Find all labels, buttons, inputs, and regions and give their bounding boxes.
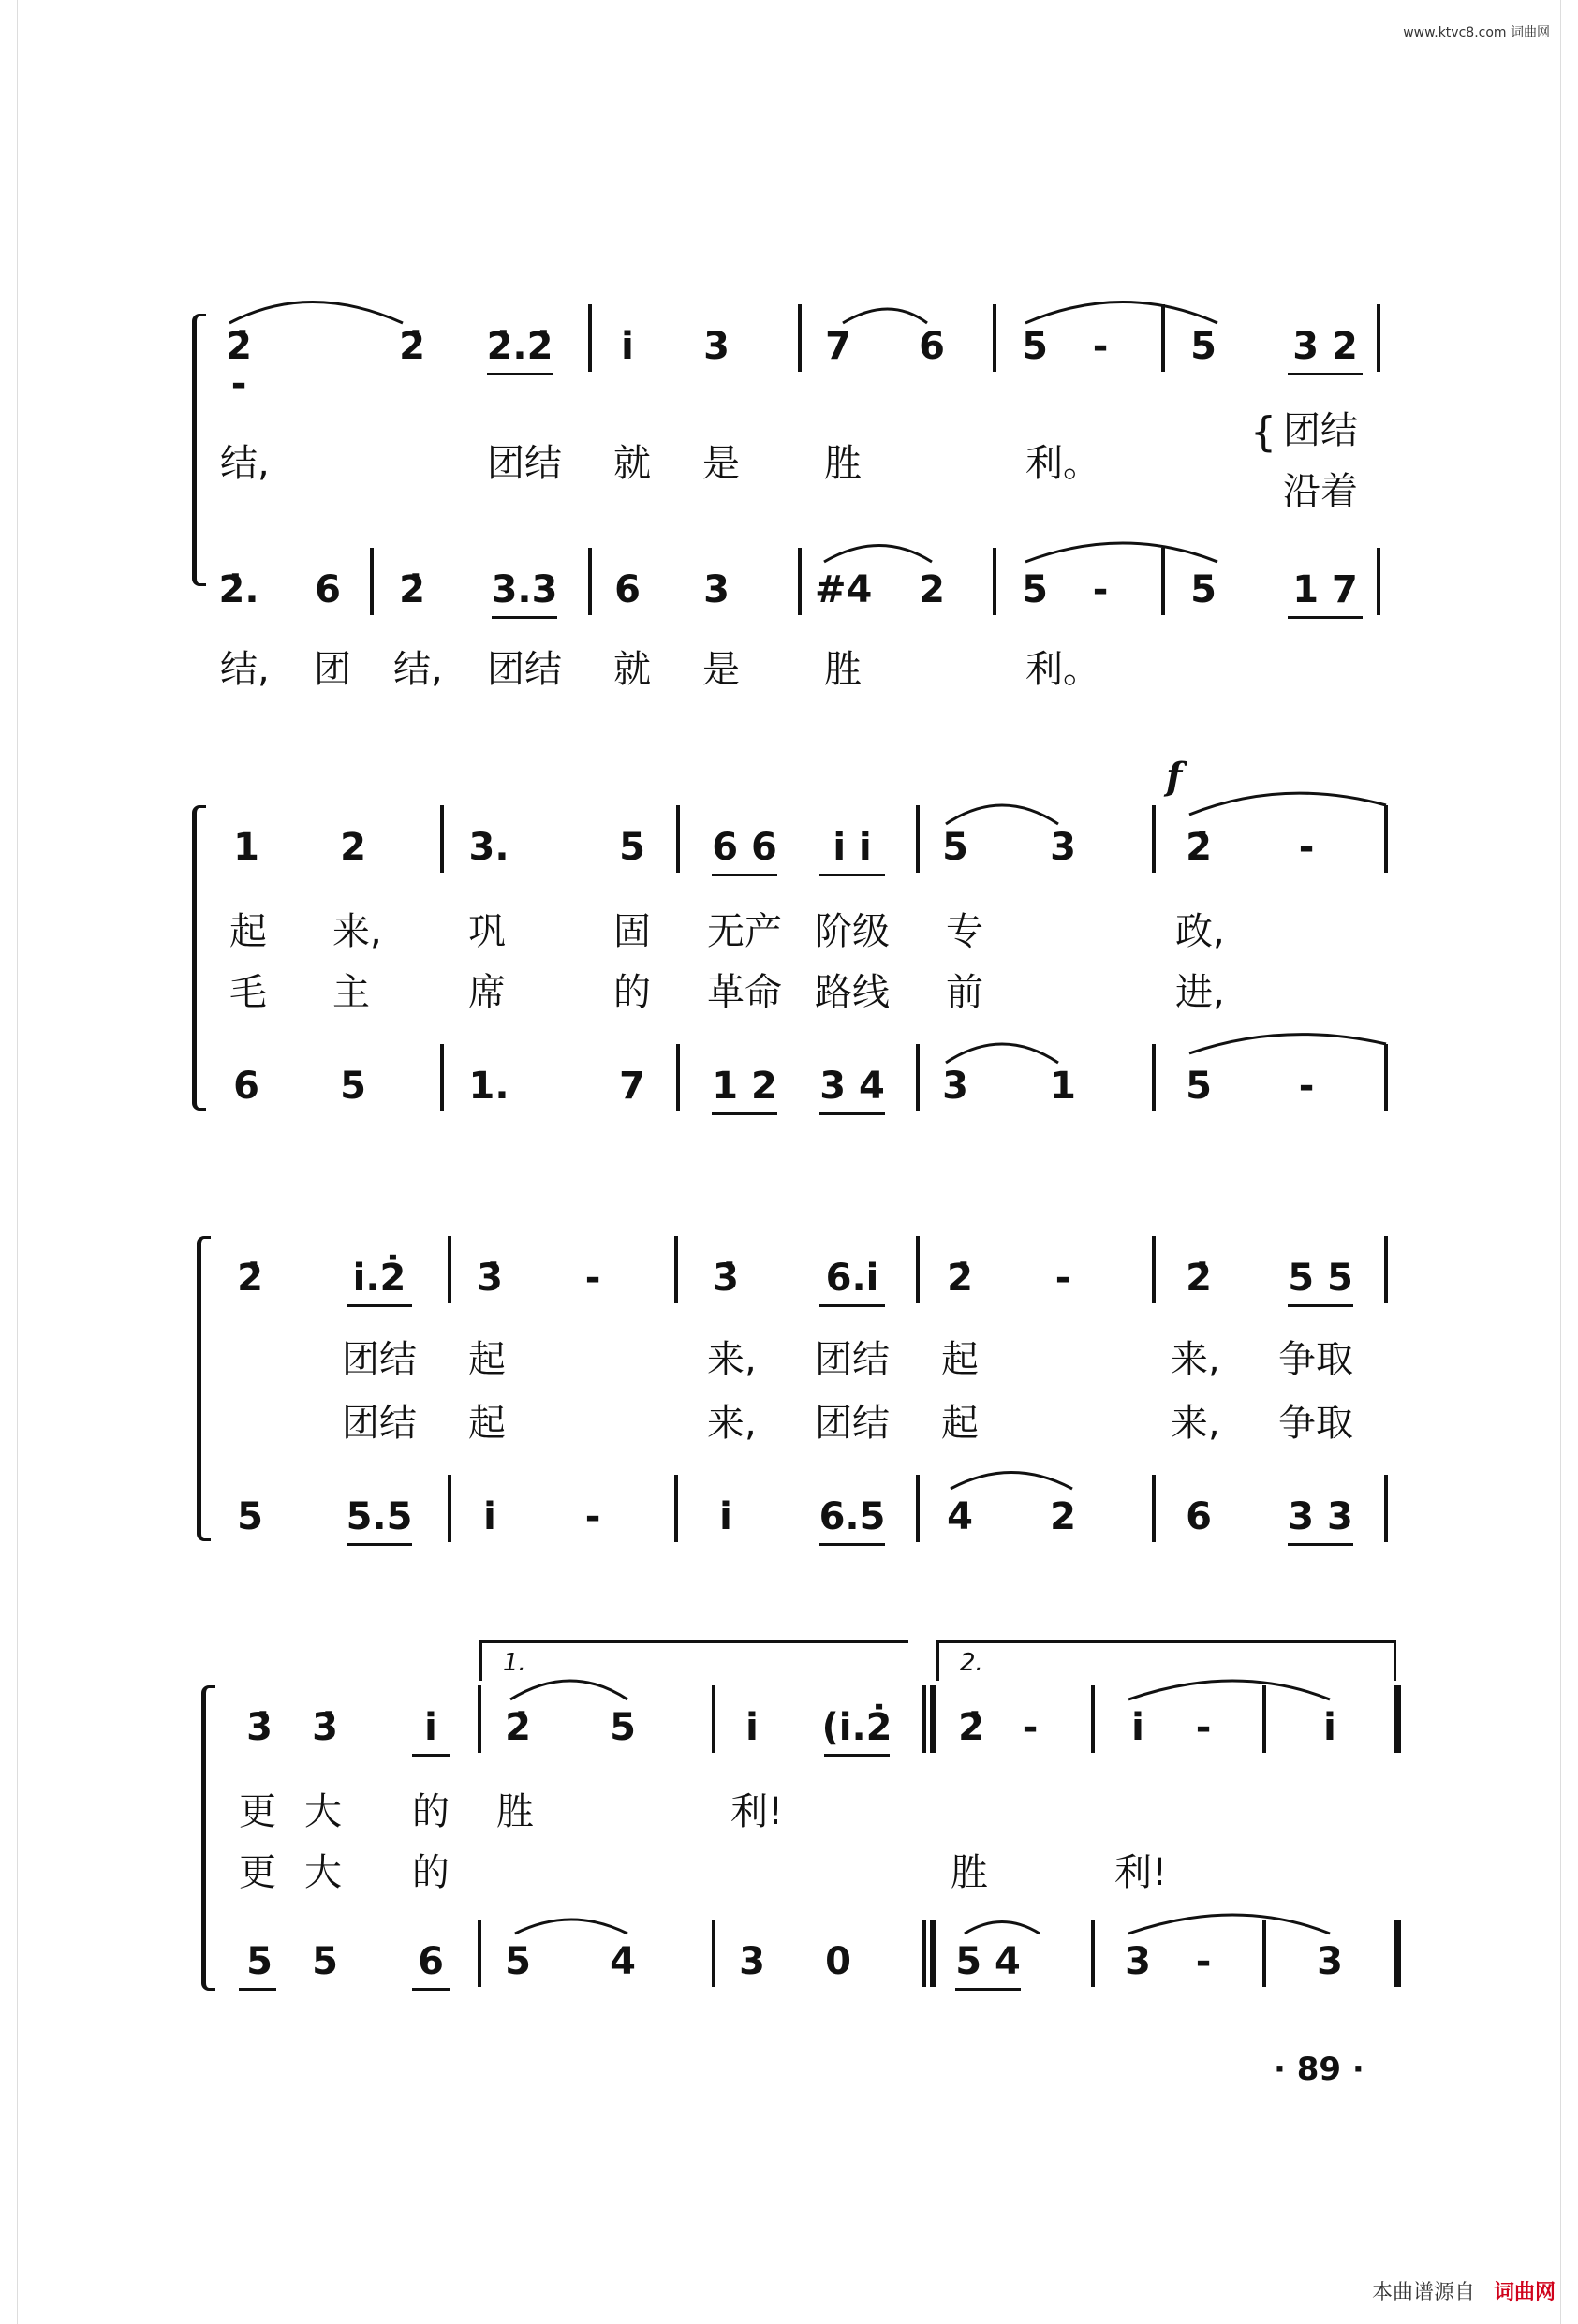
underline xyxy=(487,373,553,375)
note: - xyxy=(1022,1706,1039,1749)
slur xyxy=(510,1681,627,1699)
lyric: 起 xyxy=(468,1402,506,1445)
note: 6 xyxy=(1186,1495,1212,1538)
note: 3̇ xyxy=(713,1257,739,1300)
note: 7 xyxy=(825,325,851,368)
note: i xyxy=(483,1495,496,1538)
underline xyxy=(712,1112,777,1115)
underline xyxy=(824,1754,890,1757)
note: 3.3 xyxy=(491,568,558,611)
note: 2 xyxy=(919,568,945,611)
underline xyxy=(819,1304,885,1307)
lyric: 进, xyxy=(1175,971,1225,1014)
lyric: 团结 xyxy=(487,648,562,691)
lyric-brace: { xyxy=(1250,408,1276,456)
footer-brand-link[interactable]: 词曲网 xyxy=(1493,2281,1556,2304)
note: 6 xyxy=(919,325,945,368)
lyric: 胜 xyxy=(824,648,862,691)
note: 5 xyxy=(1022,568,1048,611)
lyric: 团结 xyxy=(815,1338,890,1381)
note: 3̇ xyxy=(477,1257,503,1300)
lyric: 前 xyxy=(946,971,983,1014)
note: 1 2 xyxy=(712,1065,777,1108)
note: 2 xyxy=(1050,1495,1076,1538)
note: - xyxy=(1298,1065,1315,1108)
slur xyxy=(946,1044,1058,1063)
note: 6 xyxy=(418,1940,444,1983)
slur xyxy=(515,1920,627,1934)
note: i i xyxy=(833,826,872,869)
note: - xyxy=(1195,1706,1212,1749)
slur xyxy=(1189,793,1386,815)
note: 5 xyxy=(312,1940,338,1983)
note: 3 xyxy=(1050,826,1076,869)
footer-source-label: 本曲谱源自 xyxy=(1371,2281,1475,2304)
note: 3̇ xyxy=(312,1706,338,1749)
note: 3 xyxy=(942,1065,968,1108)
note: - xyxy=(1298,826,1315,869)
note: 3 xyxy=(739,1940,765,1983)
underline xyxy=(1288,373,1363,375)
underline xyxy=(955,1988,1021,1991)
site-url[interactable]: www.ktvc8.com xyxy=(1403,25,1507,40)
note: 1 7 xyxy=(1292,568,1358,611)
note: 2 xyxy=(340,826,366,869)
slur xyxy=(946,805,1058,824)
lyric: 大 xyxy=(304,1790,342,1833)
lyric: 争取 xyxy=(1278,1402,1353,1445)
volta-first-label: 1. xyxy=(503,1649,526,1677)
lyric: 巩 xyxy=(468,910,506,953)
lyric: 革命 xyxy=(707,971,782,1014)
lyric: 来, xyxy=(1171,1402,1220,1445)
underline xyxy=(819,1543,885,1546)
note: 7 xyxy=(619,1065,645,1108)
note: 5 4 xyxy=(955,1940,1021,1983)
lyric: 毛 xyxy=(229,971,267,1014)
lyric: 利! xyxy=(730,1790,784,1833)
lyric: 大 xyxy=(304,1851,342,1894)
lyric: 专 xyxy=(946,910,983,953)
note: i xyxy=(745,1706,759,1749)
note: - xyxy=(1195,1940,1212,1983)
underline xyxy=(1288,1543,1353,1546)
note: 6 6 xyxy=(712,826,777,869)
note: 6 xyxy=(233,1065,259,1108)
slur xyxy=(843,309,927,323)
note: 1. xyxy=(468,1065,509,1108)
note: 2̇ xyxy=(958,1706,984,1749)
slur xyxy=(1025,543,1217,562)
underline xyxy=(1288,616,1363,619)
lyric: 团结 xyxy=(487,442,562,485)
lyric: 结, xyxy=(393,648,443,691)
note: - xyxy=(584,1495,601,1538)
lyric: 起 xyxy=(468,1338,506,1381)
note: 5 xyxy=(237,1495,263,1538)
lyric: 利! xyxy=(1114,1851,1168,1894)
lyric: 固 xyxy=(613,910,651,953)
lyric: 的 xyxy=(613,971,651,1014)
volta-second-label: 2. xyxy=(960,1649,983,1677)
underline xyxy=(1288,1304,1353,1307)
lyric: 就 xyxy=(613,442,651,485)
lyric: 沿着 xyxy=(1283,470,1358,513)
lyric: 是 xyxy=(702,442,740,485)
note: 4 xyxy=(947,1495,973,1538)
note: i xyxy=(1323,1706,1336,1749)
note: 1 xyxy=(1050,1065,1076,1108)
slur xyxy=(1189,1035,1386,1053)
underline xyxy=(819,1112,885,1115)
note: 5 xyxy=(1190,325,1217,368)
note: 2̇ - xyxy=(226,325,252,405)
lyric: 团结 xyxy=(342,1402,417,1445)
note: 3 3 xyxy=(1288,1495,1353,1538)
slur xyxy=(1128,1681,1330,1699)
note: 2̇ xyxy=(1186,1257,1212,1300)
note: 6.i xyxy=(825,1257,879,1300)
note: i xyxy=(621,325,634,368)
note: 1 xyxy=(233,826,259,869)
note: 5.5 xyxy=(346,1495,413,1538)
note: 3 xyxy=(1317,1940,1343,1983)
slur xyxy=(951,1473,1072,1490)
lyric: 来, xyxy=(332,910,382,953)
underline xyxy=(347,1304,412,1307)
note: 6 xyxy=(315,568,341,611)
lyric: 利。 xyxy=(1025,442,1100,485)
note: 2̇ xyxy=(399,568,425,611)
lyric: 团 xyxy=(314,648,351,691)
slur xyxy=(965,1922,1040,1934)
lyric: 更 xyxy=(239,1790,276,1833)
lyric: 来, xyxy=(1171,1338,1220,1381)
note: 2̇ xyxy=(1186,826,1212,869)
lyric: 利。 xyxy=(1025,648,1100,691)
note: #4 xyxy=(815,568,873,611)
lyric: 阶级 xyxy=(815,910,890,953)
note: 0 xyxy=(825,1940,851,1983)
underline xyxy=(712,874,777,876)
lyric: 起 xyxy=(229,910,267,953)
lyric: 席 xyxy=(468,971,506,1014)
note: - xyxy=(584,1257,601,1300)
note: (i.2̇ xyxy=(821,1706,892,1749)
lyric: 团结 xyxy=(1283,409,1358,452)
note: 3 xyxy=(1125,1940,1151,1983)
note: 6.5 xyxy=(818,1495,886,1538)
lyric: 胜 xyxy=(496,1790,534,1833)
note: 3 xyxy=(703,325,730,368)
note: i xyxy=(424,1706,437,1749)
lyric: 无产 xyxy=(707,910,782,953)
note: 3. xyxy=(468,826,509,869)
underline xyxy=(239,1988,276,1991)
lyric: 结, xyxy=(220,442,270,485)
note: 6 xyxy=(614,568,641,611)
lyric: 政, xyxy=(1175,910,1225,953)
note: 5 xyxy=(619,826,645,869)
note: i xyxy=(1131,1706,1144,1749)
lyric: 争取 xyxy=(1278,1338,1353,1381)
underline xyxy=(412,1988,450,1991)
slur xyxy=(1128,1915,1330,1934)
note: 2̇ xyxy=(237,1257,263,1300)
slur xyxy=(229,302,403,324)
underline xyxy=(412,1754,450,1757)
note: 4 xyxy=(610,1940,636,1983)
lyric: 的 xyxy=(412,1790,450,1833)
slur xyxy=(1025,302,1217,324)
note: 5 5 xyxy=(1288,1257,1353,1300)
lyric: 更 xyxy=(239,1851,276,1894)
slur xyxy=(824,546,932,563)
note: - xyxy=(1092,568,1109,611)
note: 2̇. xyxy=(218,568,259,611)
page-number: · 89 · xyxy=(1274,2051,1364,2088)
lyric: 结, xyxy=(220,648,270,691)
note: 5 xyxy=(1190,568,1217,611)
lyric: 路线 xyxy=(815,971,890,1014)
note: 5 xyxy=(1022,325,1048,368)
note: - xyxy=(1054,1257,1071,1300)
note: 2̇.2̇ xyxy=(486,325,553,368)
note: i.2̇ xyxy=(352,1257,406,1300)
note: 5 xyxy=(1186,1065,1212,1108)
lyric: 的 xyxy=(412,1851,450,1894)
note: - xyxy=(1092,325,1109,368)
lyric: 团结 xyxy=(815,1402,890,1445)
underline xyxy=(347,1543,412,1546)
site-name: 词曲网 xyxy=(1511,25,1550,40)
note: 5 xyxy=(340,1065,366,1108)
lyric: 团结 xyxy=(342,1338,417,1381)
lyric: 就 xyxy=(613,648,651,691)
underline xyxy=(492,616,557,619)
lyric: 胜 xyxy=(824,442,862,485)
note: i xyxy=(719,1495,732,1538)
note: 5 xyxy=(610,1706,636,1749)
note: 5 xyxy=(942,826,968,869)
note: 3 4 xyxy=(819,1065,885,1108)
note: 2̇ xyxy=(947,1257,973,1300)
note: 5 xyxy=(246,1940,273,1983)
lyric: 起 xyxy=(941,1402,979,1445)
note: 3 2 xyxy=(1292,325,1358,368)
note: 3 xyxy=(703,568,730,611)
note: 3̇ xyxy=(246,1706,273,1749)
lyric: 来, xyxy=(707,1402,757,1445)
lyric: 主 xyxy=(332,971,370,1014)
lyric: 胜 xyxy=(951,1851,988,1894)
lyric: 来, xyxy=(707,1338,757,1381)
note: 5 xyxy=(505,1940,531,1983)
note: 2̇ xyxy=(505,1706,531,1749)
dynamic-forte: f xyxy=(1166,755,1183,799)
lyric: 是 xyxy=(702,648,740,691)
lyric: 起 xyxy=(941,1338,979,1381)
note: 2̇ xyxy=(399,325,425,368)
underline xyxy=(819,874,885,876)
